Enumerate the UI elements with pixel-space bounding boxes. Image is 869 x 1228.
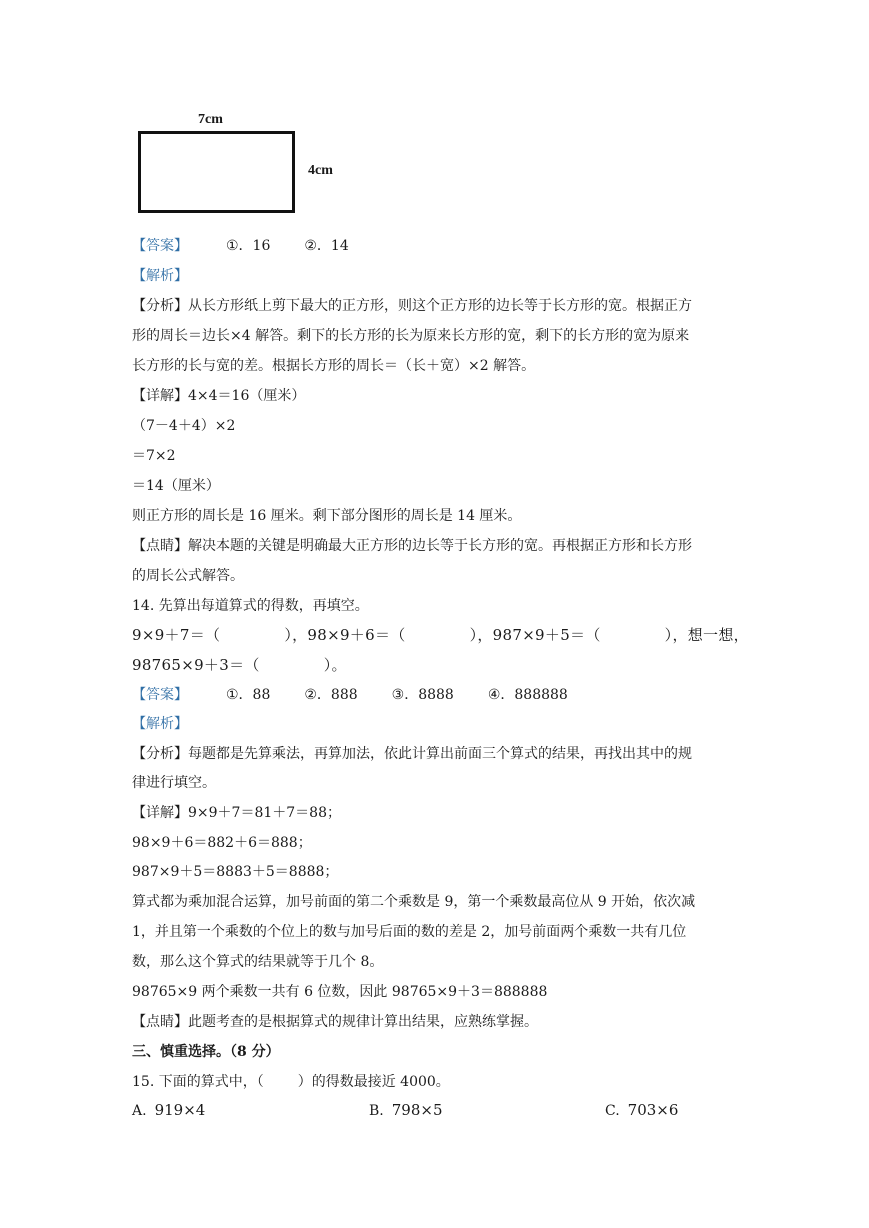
fenxi-tag: 【分析】 xyxy=(132,746,188,762)
answer-item: ②．888 xyxy=(304,687,358,703)
q13-fenxi-line xyxy=(132,296,809,316)
q13-xiangjie-line: 则正方形的周长是 16 厘米。剩下部分图形的周长是 14 厘米。 xyxy=(132,508,522,524)
xiangjie-tag: 【详解】 xyxy=(132,805,188,821)
q14-xiangjie-line: 数，那么这个算式的结果就等于几个 8。 xyxy=(132,954,384,970)
option-c[interactable] xyxy=(605,1100,678,1121)
q14-xiangjie-line: 98765×9 两个乘数一共有 6 位数，因此 98765×9＋3＝888888 xyxy=(132,984,548,1000)
option-expr: 919×4 xyxy=(154,1101,206,1119)
rectangle-figure xyxy=(138,112,358,222)
option-expr: 798×5 xyxy=(391,1101,443,1119)
option-b[interactable] xyxy=(369,1100,443,1121)
option-letter: A. xyxy=(132,1103,147,1119)
q13-analysis-tag: 【解析】 xyxy=(132,268,188,284)
dianjing-text: 此题考查的是根据算式的规律计算出结果，应熟练掌握。 xyxy=(188,1014,538,1030)
answer-item: ③．8888 xyxy=(391,687,454,703)
q13-fenxi-line: 形的周长＝边长×4 解答。剩下的长方形的长为原来长方形的宽，剩下的长方形的宽为原来 xyxy=(132,328,690,344)
q13-dianjing-line: 的周长公式解答。 xyxy=(132,568,244,584)
xiangjie-text: 4×4＝16（厘米） xyxy=(188,388,306,404)
stem-part: 15. 下面的算式中，（ xyxy=(132,1074,264,1090)
answer-tag: 【答案】 xyxy=(132,238,188,254)
formula-part: ）。 xyxy=(323,656,347,674)
q13-xiangjie-line xyxy=(132,386,809,406)
answer-item: ④．888888 xyxy=(487,687,568,703)
q14-fenxi-line: 律进行填空。 xyxy=(132,775,216,791)
q13-fenxi-line: 长方形的长与宽的差。根据长方形的周长＝（长＋宽）×2 解答。 xyxy=(132,358,536,374)
q13-xiangjie-line: （7－4＋4）×2 xyxy=(132,418,236,434)
option-a[interactable] xyxy=(132,1100,205,1121)
stem-part: ）的得数最接近 4000。 xyxy=(297,1074,450,1090)
q14-xiangjie-line: 1，并且第一个乘数的个位上的数与加号后面的数的差是 2，加号前面两个乘数一共有几位 xyxy=(132,924,687,940)
rectangle-shape xyxy=(138,131,295,213)
formula-part: 98765×9＋3＝（ xyxy=(132,656,260,674)
q14-xiangjie-line xyxy=(132,803,809,823)
fenxi-text: 每题都是先算乘法，再算加法，依此计算出前面三个算式的结果，再找出其中的规 xyxy=(188,746,692,762)
q13-answer-line xyxy=(132,236,809,256)
q14-formula-line-1 xyxy=(132,625,809,645)
q14-formula-line-2 xyxy=(132,655,809,675)
dianjing-tag: 【点睛】 xyxy=(132,1014,188,1030)
fenxi-tag: 【分析】 xyxy=(132,298,188,314)
option-expr: 703×6 xyxy=(627,1101,679,1119)
q15-stem xyxy=(132,1072,809,1092)
q13-xiangjie-line: ＝14（厘米） xyxy=(132,478,220,494)
dianjing-tag: 【点睛】 xyxy=(132,538,188,554)
answer-item: ②．14 xyxy=(304,238,349,254)
q14-dianjing-line xyxy=(132,1012,809,1032)
q13-dianjing-line xyxy=(132,536,809,556)
formula-part: ），想一想， xyxy=(664,626,749,644)
rect-width-label: 4cm xyxy=(308,163,333,178)
xiangjie-tag: 【详解】 xyxy=(132,388,188,404)
formula-part: ），987×9＋5＝（ xyxy=(469,626,601,644)
fenxi-text: 从长方形纸上剪下最大的正方形，则这个正方形的边长等于长方形的宽。根据正方 xyxy=(188,298,692,314)
q14-xiangjie-line: 算式都为乘加混合运算，加号前面的第二个乘数是 9，第一个乘数最高位从 9 开始，依次减 xyxy=(132,894,696,910)
answer-item: ①．16 xyxy=(226,238,271,254)
q14-xiangjie-line: 98×9＋6＝882＋6＝888； xyxy=(132,835,312,851)
option-letter: B. xyxy=(369,1103,384,1119)
q14-answer-line xyxy=(132,685,809,705)
rect-length-label: 7cm xyxy=(198,112,223,127)
q14-xiangjie-line: 987×9＋5＝8883＋5＝8888； xyxy=(132,864,339,880)
q13-xiangjie-line: ＝7×2 xyxy=(132,448,176,464)
answer-item: ①．88 xyxy=(226,687,271,703)
xiangjie-text: 9×9＋7＝81＋7＝88； xyxy=(188,805,341,821)
answer-tag: 【答案】 xyxy=(132,687,188,703)
option-letter: C. xyxy=(605,1103,620,1119)
formula-part: 9×9＋7＝（ xyxy=(132,626,221,644)
q14-analysis-tag: 【解析】 xyxy=(132,716,188,732)
q14-stem: 14. 先算出每道算式的得数，再填空。 xyxy=(132,598,369,614)
section-heading: 三、慎重选择。（8 分） xyxy=(132,1044,280,1060)
q14-fenxi-line xyxy=(132,744,809,764)
formula-part: ），98×9＋6＝（ xyxy=(284,626,406,644)
dianjing-text: 解决本题的关键是明确最大正方形的边长等于长方形的宽。再根据正方形和长方形 xyxy=(188,538,692,554)
